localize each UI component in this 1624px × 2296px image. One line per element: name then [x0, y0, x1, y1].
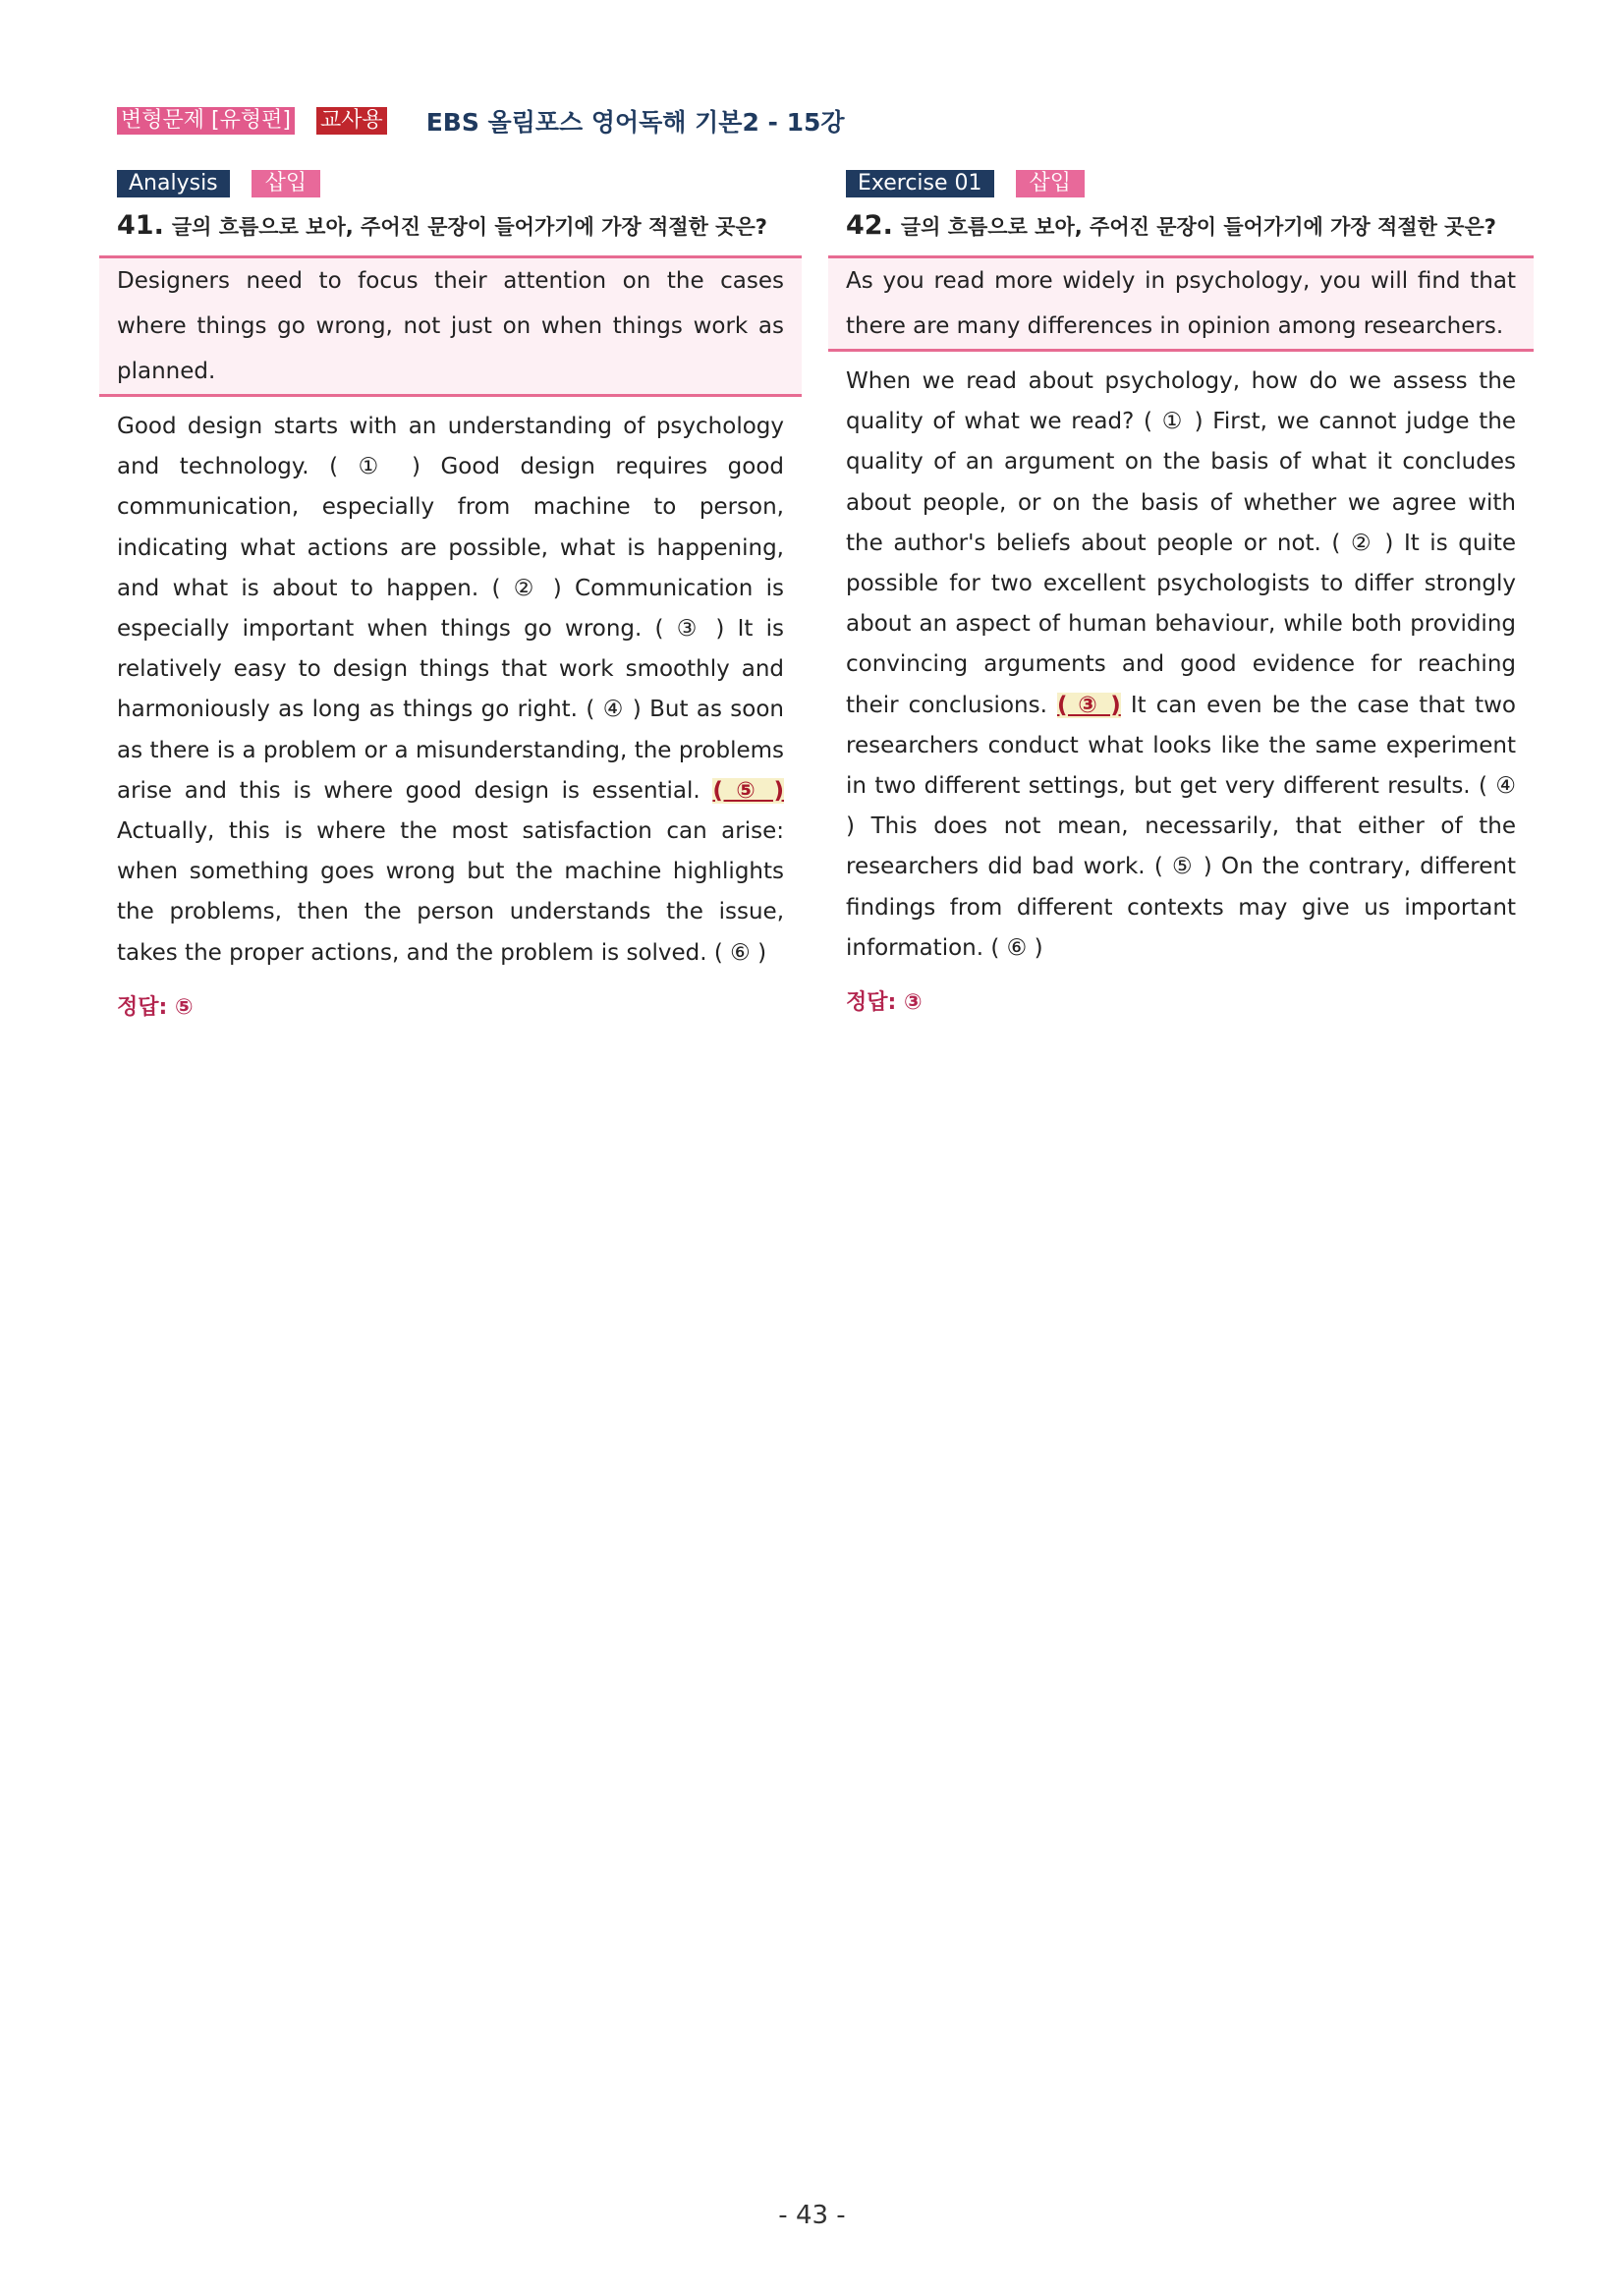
answer-key: 정답: ③ [846, 990, 923, 1016]
question-41 [117, 207, 784, 246]
insert-label: 삽입 [252, 170, 321, 197]
teacher-tag: 교사용 [316, 107, 387, 135]
analysis-label: Analysis [117, 170, 230, 197]
answer-highlight: ( ③ ) [1056, 692, 1121, 718]
passage-text [117, 407, 784, 974]
given-sentence-box: Designers need to focus their attention on the cases where things go wrong, not just on when things work as planned. [99, 255, 802, 397]
question-text: 글의 흐름으로 보아, 주어진 문장이 들어가기에 가장 적절한 곳은? [900, 215, 1496, 239]
exercise-label: Exercise 01 [846, 170, 994, 197]
question-42 [846, 207, 1516, 246]
page-number: - 43 - [778, 2201, 846, 2230]
answer-highlight: ( ⑤ ) [712, 777, 784, 804]
left-labels [117, 170, 802, 197]
question-number: 42. [846, 210, 893, 241]
passage-part-1: When we read about psychology, how do we assess the quality of what we read? ( ① ) First, we cannot judge the quality of an argument on the basis of what it concludes about people, or on the basis of whether we agree with the author's beliefs about people or not. ( ② ) It is quite possible for two excellent psychologists to differ strongly about an aspect of human behaviour, while both providing convincing arguments and good evidence for reaching their conclusions. [846, 368, 1516, 718]
header-title: EBS 올림포스 영어독해 기본2 - 15강 [425, 108, 845, 137]
answer-key: 정답: ⑤ [117, 994, 194, 1020]
question-text: 글의 흐름으로 보아, 주어진 문장이 들어가기에 가장 적절한 곳은? [171, 215, 767, 239]
variant-type-tag: 변형문제 [유형편] [117, 107, 295, 135]
passage-part-2: It can even be the case that two researchers conduct what looks like the same experiment in two different settings, but get very different results. ( ④ ) This does not mean, necessarily, that either of the researchers did bad work. ( ⑤ ) On the contrary, different findings from different contexts may give us important information. ( ⑥ ) [846, 692, 1516, 961]
passage-text [846, 362, 1516, 969]
passage-part-2: Actually, this is where the most satisfaction can arise: when something goes wrong but the machine highlights the problems, then the person understands the issue, takes the proper actions, and the problem is solved. ( ⑥ ) [117, 818, 784, 966]
page-header [117, 104, 845, 138]
right-labels [846, 170, 1534, 197]
question-number: 41. [117, 210, 164, 241]
left-column [99, 170, 802, 1023]
given-sentence-box: As you read more widely in psychology, you will find that there are many differences in opinion among researchers. [828, 255, 1534, 352]
insert-label: 삽입 [1016, 170, 1086, 197]
passage-part-1: Good design starts with an understanding of psychology and technology. ( ① ) Good design requires good communication, especially from machine to person, indicating what actions are possible, what is happening, and what is about to happen. ( ② ) Communication is especially important when things go wrong. ( ③ ) It is relatively easy to design things that work smoothly and harmoniously as long as things go right. ( ④ ) But as soon as there is a problem or a misunderstanding, the problems arise and this is where good design is essential. [117, 414, 784, 804]
right-column [828, 170, 1534, 1018]
